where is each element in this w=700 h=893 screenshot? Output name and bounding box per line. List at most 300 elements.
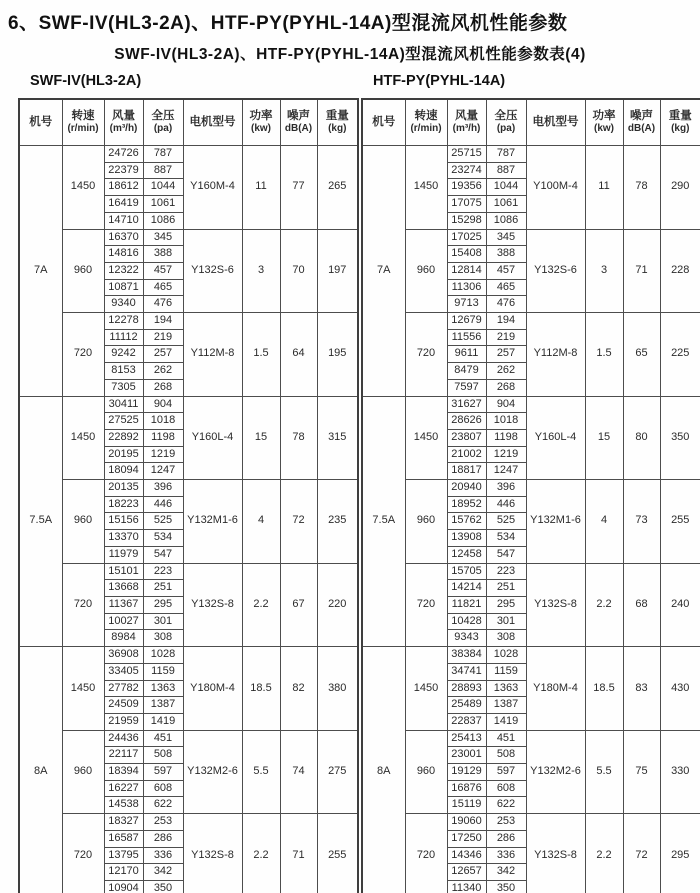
flow-cell: 22117 xyxy=(104,747,143,764)
flow-cell: 16370 xyxy=(104,229,143,246)
col-header-weight: 重量 (kg) xyxy=(317,99,358,146)
pressure-cell: 1061 xyxy=(486,196,526,213)
motor-cell: Y132M2-6 xyxy=(183,730,242,814)
pressure-cell: 268 xyxy=(143,379,183,396)
header-row xyxy=(19,99,358,146)
pressure-cell: 1159 xyxy=(486,663,526,680)
flow-cell: 33405 xyxy=(104,663,143,680)
power-cell: 18.5 xyxy=(242,647,280,731)
pressure-cell: 396 xyxy=(486,480,526,497)
pressure-cell: 1219 xyxy=(486,446,526,463)
pressure-cell: 457 xyxy=(486,262,526,279)
flow-cell: 17250 xyxy=(447,830,486,847)
motor-cell: Y160L-4 xyxy=(183,396,242,480)
pressure-cell: 286 xyxy=(143,830,183,847)
weight-cell: 220 xyxy=(317,563,358,647)
pressure-cell: 465 xyxy=(143,279,183,296)
speed-cell: 1450 xyxy=(405,647,447,731)
pressure-cell: 350 xyxy=(486,880,526,893)
table-label-swf: SWF-IV(HL3-2A) xyxy=(30,73,142,89)
flow-cell: 9611 xyxy=(447,346,486,363)
pressure-cell: 1387 xyxy=(143,697,183,714)
flow-cell: 14538 xyxy=(104,797,143,814)
col-header-speed: 转速 (r/min) xyxy=(62,99,104,146)
weight-cell: 255 xyxy=(317,814,358,893)
pressure-cell: 465 xyxy=(486,279,526,296)
flow-cell: 7597 xyxy=(447,379,486,396)
table-row xyxy=(19,229,358,246)
noise-cell: 77 xyxy=(280,146,317,230)
pressure-cell: 308 xyxy=(143,630,183,647)
weight-cell: 430 xyxy=(660,647,700,731)
flow-cell: 11306 xyxy=(447,279,486,296)
flow-cell: 9242 xyxy=(104,346,143,363)
pressure-cell: 1028 xyxy=(486,647,526,664)
flow-cell: 11556 xyxy=(447,329,486,346)
noise-cell: 72 xyxy=(280,480,317,564)
table-row xyxy=(19,814,358,831)
flow-cell: 30411 xyxy=(104,396,143,413)
flow-cell: 13908 xyxy=(447,530,486,547)
pressure-cell: 608 xyxy=(486,780,526,797)
pressure-cell: 342 xyxy=(486,864,526,881)
col-header-power: 功率 (kw) xyxy=(585,99,623,146)
table-row xyxy=(362,313,700,330)
power-cell: 18.5 xyxy=(585,647,623,731)
flow-cell: 15156 xyxy=(104,513,143,530)
table-row xyxy=(19,313,358,330)
flow-cell: 8153 xyxy=(104,363,143,380)
flow-cell: 20940 xyxy=(447,480,486,497)
model-cell: 8A xyxy=(362,647,405,893)
motor-cell: Y132S-6 xyxy=(526,229,585,313)
model-cell: 8A xyxy=(19,647,62,893)
table-row xyxy=(362,730,700,747)
power-cell: 1.5 xyxy=(585,313,623,397)
header-row xyxy=(362,99,700,146)
pressure-cell: 219 xyxy=(143,329,183,346)
table-row xyxy=(362,229,700,246)
speed-cell: 720 xyxy=(62,313,104,397)
table-row xyxy=(19,396,358,413)
flow-cell: 11979 xyxy=(104,546,143,563)
flow-cell: 13795 xyxy=(104,847,143,864)
pressure-cell: 336 xyxy=(143,847,183,864)
pressure-cell: 525 xyxy=(486,513,526,530)
noise-cell: 78 xyxy=(623,146,660,230)
pressure-cell: 1018 xyxy=(143,413,183,430)
flow-cell: 24436 xyxy=(104,730,143,747)
pressure-cell: 508 xyxy=(143,747,183,764)
pressure-cell: 301 xyxy=(143,613,183,630)
col-header-model: 机号 xyxy=(362,99,405,146)
pressure-cell: 547 xyxy=(143,546,183,563)
power-cell: 2.2 xyxy=(585,563,623,647)
pressure-cell: 597 xyxy=(143,764,183,781)
pressure-cell: 251 xyxy=(486,580,526,597)
flow-cell: 9340 xyxy=(104,296,143,313)
table-row xyxy=(362,814,700,831)
power-cell: 11 xyxy=(242,146,280,230)
table-label-htf: HTF-PY(PYHL-14A) xyxy=(373,73,506,89)
col-header-power: 功率 (kw) xyxy=(242,99,280,146)
pressure-cell: 1363 xyxy=(143,680,183,697)
motor-cell: Y100M-4 xyxy=(526,146,585,230)
noise-cell: 72 xyxy=(623,814,660,893)
flow-cell: 18612 xyxy=(104,179,143,196)
motor-cell: Y112M-8 xyxy=(183,313,242,397)
flow-cell: 7305 xyxy=(104,379,143,396)
col-header-flow: 风量 (m³/h) xyxy=(104,99,143,146)
flow-cell: 12679 xyxy=(447,313,486,330)
model-cell: 7A xyxy=(362,146,405,397)
speed-cell: 1450 xyxy=(62,396,104,480)
weight-cell: 255 xyxy=(660,480,700,564)
flow-cell: 16587 xyxy=(104,830,143,847)
motor-cell: Y132S-8 xyxy=(183,814,242,893)
power-cell: 11 xyxy=(585,146,623,230)
flow-cell: 19356 xyxy=(447,179,486,196)
motor-cell: Y160L-4 xyxy=(526,396,585,480)
speed-cell: 960 xyxy=(405,480,447,564)
pressure-cell: 451 xyxy=(143,730,183,747)
pressure-cell: 1419 xyxy=(143,713,183,730)
motor-cell: Y132M1-6 xyxy=(526,480,585,564)
flow-cell: 15119 xyxy=(447,797,486,814)
weight-cell: 225 xyxy=(660,313,700,397)
flow-cell: 11112 xyxy=(104,329,143,346)
flow-cell: 15408 xyxy=(447,246,486,263)
pressure-cell: 534 xyxy=(143,530,183,547)
pressure-cell: 396 xyxy=(143,480,183,497)
flow-cell: 18094 xyxy=(104,463,143,480)
pressure-cell: 286 xyxy=(486,830,526,847)
pressure-cell: 887 xyxy=(143,162,183,179)
flow-cell: 9343 xyxy=(447,630,486,647)
flow-cell: 10428 xyxy=(447,613,486,630)
flow-cell: 14710 xyxy=(104,212,143,229)
page-subtitle: SWF-IV(HL3-2A)、HTF-PY(PYHL-14A)型混流风机性能参数表(4) xyxy=(114,46,586,63)
noise-cell: 70 xyxy=(280,229,317,313)
noise-cell: 68 xyxy=(623,563,660,647)
motor-cell: Y132S-6 xyxy=(183,229,242,313)
flow-cell: 12657 xyxy=(447,864,486,881)
flow-cell: 34741 xyxy=(447,663,486,680)
col-header-speed: 转速 (r/min) xyxy=(405,99,447,146)
power-cell: 15 xyxy=(585,396,623,480)
col-header-pressure: 全压 (pa) xyxy=(486,99,526,146)
pressure-cell: 904 xyxy=(486,396,526,413)
speed-cell: 960 xyxy=(62,730,104,814)
flow-cell: 15101 xyxy=(104,563,143,580)
speed-cell: 1450 xyxy=(405,396,447,480)
flow-cell: 21959 xyxy=(104,713,143,730)
flow-cell: 18327 xyxy=(104,814,143,831)
speed-cell: 720 xyxy=(62,814,104,893)
table-row xyxy=(19,563,358,580)
speed-cell: 720 xyxy=(405,563,447,647)
motor-cell: Y160M-4 xyxy=(183,146,242,230)
page-title: 6、SWF-IV(HL3-2A)、HTF-PY(PYHL-14A)型混流风机性能参数 xyxy=(8,13,568,34)
pressure-cell: 1419 xyxy=(486,713,526,730)
flow-cell: 16227 xyxy=(104,780,143,797)
flow-cell: 24509 xyxy=(104,697,143,714)
pressure-cell: 336 xyxy=(486,847,526,864)
model-cell: 7.5A xyxy=(19,396,62,647)
flow-cell: 10871 xyxy=(104,279,143,296)
pressure-cell: 253 xyxy=(143,814,183,831)
pressure-cell: 887 xyxy=(486,162,526,179)
power-cell: 2.2 xyxy=(242,563,280,647)
speed-cell: 960 xyxy=(405,730,447,814)
pressure-cell: 1198 xyxy=(486,429,526,446)
speed-cell: 1450 xyxy=(62,647,104,731)
weight-cell: 330 xyxy=(660,730,700,814)
motor-cell: Y132S-8 xyxy=(526,563,585,647)
col-header-noise: 噪声 dB(A) xyxy=(623,99,660,146)
pressure-cell: 345 xyxy=(143,229,183,246)
pressure-cell: 534 xyxy=(486,530,526,547)
pressure-cell: 1363 xyxy=(486,680,526,697)
power-cell: 5.5 xyxy=(585,730,623,814)
pressure-cell: 597 xyxy=(486,764,526,781)
flow-cell: 23274 xyxy=(447,162,486,179)
flow-cell: 15705 xyxy=(447,563,486,580)
power-cell: 1.5 xyxy=(242,313,280,397)
col-header-pressure: 全压 (pa) xyxy=(143,99,183,146)
pressure-cell: 476 xyxy=(143,296,183,313)
model-cell: 7.5A xyxy=(362,396,405,647)
pressure-cell: 476 xyxy=(486,296,526,313)
pressure-cell: 251 xyxy=(143,580,183,597)
flow-cell: 12322 xyxy=(104,262,143,279)
speed-cell: 720 xyxy=(405,313,447,397)
table-row xyxy=(362,146,700,163)
noise-cell: 82 xyxy=(280,647,317,731)
flow-cell: 22379 xyxy=(104,162,143,179)
pressure-cell: 350 xyxy=(143,880,183,893)
flow-cell: 11821 xyxy=(447,596,486,613)
pressure-cell: 446 xyxy=(486,496,526,513)
flow-cell: 20135 xyxy=(104,480,143,497)
pressure-cell: 547 xyxy=(486,546,526,563)
table-row xyxy=(19,647,358,664)
flow-cell: 9713 xyxy=(447,296,486,313)
speed-cell: 720 xyxy=(62,563,104,647)
table-row xyxy=(19,480,358,497)
flow-cell: 13668 xyxy=(104,580,143,597)
noise-cell: 67 xyxy=(280,563,317,647)
pressure-cell: 904 xyxy=(143,396,183,413)
power-cell: 15 xyxy=(242,396,280,480)
flow-cell: 36908 xyxy=(104,647,143,664)
noise-cell: 71 xyxy=(623,229,660,313)
flow-cell: 25715 xyxy=(447,146,486,163)
pressure-cell: 457 xyxy=(143,262,183,279)
col-header-noise: 噪声 dB(A) xyxy=(280,99,317,146)
motor-cell: Y132S-8 xyxy=(183,563,242,647)
pressure-cell: 223 xyxy=(486,563,526,580)
weight-cell: 315 xyxy=(317,396,358,480)
pressure-cell: 219 xyxy=(486,329,526,346)
table-row xyxy=(362,563,700,580)
col-header-motor: 电机型号 xyxy=(526,99,585,146)
power-cell: 4 xyxy=(585,480,623,564)
noise-cell: 74 xyxy=(280,730,317,814)
pressure-cell: 388 xyxy=(143,246,183,263)
pressure-cell: 257 xyxy=(486,346,526,363)
weight-cell: 275 xyxy=(317,730,358,814)
noise-cell: 71 xyxy=(280,814,317,893)
pressure-cell: 1028 xyxy=(143,647,183,664)
weight-cell: 350 xyxy=(660,396,700,480)
pressure-cell: 1086 xyxy=(143,212,183,229)
power-cell: 4 xyxy=(242,480,280,564)
pressure-cell: 388 xyxy=(486,246,526,263)
flow-cell: 31627 xyxy=(447,396,486,413)
flow-cell: 15298 xyxy=(447,212,486,229)
weight-cell: 240 xyxy=(660,563,700,647)
flow-cell: 28893 xyxy=(447,680,486,697)
power-cell: 3 xyxy=(242,229,280,313)
pressure-cell: 194 xyxy=(143,313,183,330)
table-row xyxy=(362,396,700,413)
flow-cell: 20195 xyxy=(104,446,143,463)
pressure-cell: 194 xyxy=(486,313,526,330)
pressure-cell: 1198 xyxy=(143,429,183,446)
noise-cell: 65 xyxy=(623,313,660,397)
flow-cell: 21002 xyxy=(447,446,486,463)
pressure-cell: 268 xyxy=(486,379,526,396)
flow-cell: 28626 xyxy=(447,413,486,430)
pressure-cell: 622 xyxy=(143,797,183,814)
flow-cell: 8984 xyxy=(104,630,143,647)
weight-cell: 265 xyxy=(317,146,358,230)
flow-cell: 19129 xyxy=(447,764,486,781)
pressure-cell: 1044 xyxy=(143,179,183,196)
motor-cell: Y112M-8 xyxy=(526,313,585,397)
flow-cell: 16876 xyxy=(447,780,486,797)
noise-cell: 64 xyxy=(280,313,317,397)
pressure-cell: 345 xyxy=(486,229,526,246)
pressure-cell: 262 xyxy=(486,363,526,380)
flow-cell: 17025 xyxy=(447,229,486,246)
pressure-cell: 1061 xyxy=(143,196,183,213)
pressure-cell: 1387 xyxy=(486,697,526,714)
speed-cell: 960 xyxy=(405,229,447,313)
flow-cell: 18817 xyxy=(447,463,486,480)
performance-table-htf xyxy=(361,98,700,893)
flow-cell: 10904 xyxy=(104,880,143,893)
flow-cell: 15762 xyxy=(447,513,486,530)
power-cell: 3 xyxy=(585,229,623,313)
pressure-cell: 1044 xyxy=(486,179,526,196)
col-header-motor: 电机型号 xyxy=(183,99,242,146)
motor-cell: Y132S-8 xyxy=(526,814,585,893)
weight-cell: 195 xyxy=(317,313,358,397)
flow-cell: 23807 xyxy=(447,429,486,446)
pressure-cell: 622 xyxy=(486,797,526,814)
weight-cell: 290 xyxy=(660,146,700,230)
pressure-cell: 223 xyxy=(143,563,183,580)
pressure-cell: 1086 xyxy=(486,212,526,229)
power-cell: 2.2 xyxy=(242,814,280,893)
flow-cell: 22892 xyxy=(104,429,143,446)
noise-cell: 80 xyxy=(623,396,660,480)
flow-cell: 11340 xyxy=(447,880,486,893)
flow-cell: 23001 xyxy=(447,747,486,764)
flow-cell: 11367 xyxy=(104,596,143,613)
pressure-cell: 295 xyxy=(486,596,526,613)
pressure-cell: 508 xyxy=(486,747,526,764)
pressure-cell: 1159 xyxy=(143,663,183,680)
motor-cell: Y180M-4 xyxy=(526,647,585,731)
weight-cell: 295 xyxy=(660,814,700,893)
flow-cell: 14214 xyxy=(447,580,486,597)
weight-cell: 235 xyxy=(317,480,358,564)
flow-cell: 12170 xyxy=(104,864,143,881)
pressure-cell: 1018 xyxy=(486,413,526,430)
speed-cell: 1450 xyxy=(405,146,447,230)
pressure-cell: 446 xyxy=(143,496,183,513)
table-column-htf xyxy=(361,73,700,893)
flow-cell: 19060 xyxy=(447,814,486,831)
flow-cell: 18952 xyxy=(447,496,486,513)
speed-cell: 960 xyxy=(62,480,104,564)
flow-cell: 8479 xyxy=(447,363,486,380)
flow-cell: 18394 xyxy=(104,764,143,781)
pressure-cell: 308 xyxy=(486,630,526,647)
weight-cell: 380 xyxy=(317,647,358,731)
pressure-cell: 1247 xyxy=(486,463,526,480)
pressure-cell: 295 xyxy=(143,596,183,613)
flow-cell: 14816 xyxy=(104,246,143,263)
model-cell: 7A xyxy=(19,146,62,397)
motor-cell: Y132M1-6 xyxy=(183,480,242,564)
motor-cell: Y132M2-6 xyxy=(526,730,585,814)
flow-cell: 10027 xyxy=(104,613,143,630)
pressure-cell: 608 xyxy=(143,780,183,797)
flow-cell: 17075 xyxy=(447,196,486,213)
flow-cell: 27782 xyxy=(104,680,143,697)
noise-cell: 78 xyxy=(280,396,317,480)
speed-cell: 960 xyxy=(62,229,104,313)
flow-cell: 18223 xyxy=(104,496,143,513)
table-column-swf xyxy=(18,73,357,893)
table-row xyxy=(362,480,700,497)
pressure-cell: 342 xyxy=(143,864,183,881)
noise-cell: 75 xyxy=(623,730,660,814)
flow-cell: 12278 xyxy=(104,313,143,330)
col-header-weight: 重量 (kg) xyxy=(660,99,700,146)
pressure-cell: 1247 xyxy=(143,463,183,480)
table-row xyxy=(19,730,358,747)
motor-cell: Y180M-4 xyxy=(183,647,242,731)
flow-cell: 22837 xyxy=(447,713,486,730)
pressure-cell: 1219 xyxy=(143,446,183,463)
flow-cell: 12814 xyxy=(447,262,486,279)
speed-cell: 720 xyxy=(405,814,447,893)
weight-cell: 197 xyxy=(317,229,358,313)
flow-cell: 12458 xyxy=(447,546,486,563)
flow-cell: 25489 xyxy=(447,697,486,714)
flow-cell: 38384 xyxy=(447,647,486,664)
flow-cell: 27525 xyxy=(104,413,143,430)
power-cell: 2.2 xyxy=(585,814,623,893)
weight-cell: 228 xyxy=(660,229,700,313)
performance-table-swf xyxy=(18,98,359,893)
col-header-flow: 风量 (m³/h) xyxy=(447,99,486,146)
